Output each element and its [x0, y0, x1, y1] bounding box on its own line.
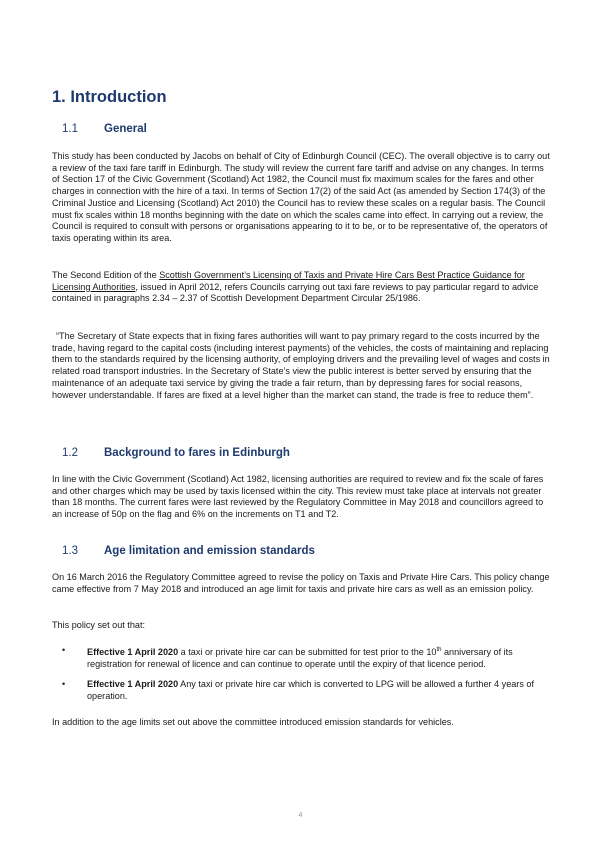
paragraph-guidance — [52, 270, 552, 305]
section-heading-background — [52, 447, 290, 459]
bullet-icon: • — [62, 645, 66, 655]
section-heading-age-limitation — [52, 545, 315, 557]
paragraph-quote: “The Secretary of State expects that in fixing fares authorities will want to pay primary regard to the costs incurred by the trade, having regard to the capital costs (including interest payments) of the vehicles, the costs of maintaining and replacing them to the standards required by the licensing authority, of employing drivers and the prevailing level of wages and costs in related road transport industries. In the Secretary of State’s view the public interest is better served by ensuring that the maintenance of an adequate taxi service by giving the trade a fair return, than by depressing fares for social reasons, however understandable. If fares are fixed at a level higher than the market can stand, the trade is free to reduce them”. — [52, 331, 550, 400]
section-heading-general — [52, 123, 147, 135]
section-title: Background to fares in Edinburgh — [104, 447, 290, 459]
paragraph-emission-standards: In addition to the age limits set out above the committee introduced emission standards for vehicles. — [52, 717, 454, 727]
paragraph-policy-intro: This policy set out that: — [52, 620, 146, 630]
section-number: 1.2 — [62, 447, 78, 459]
section-number: 1.1 — [62, 123, 78, 135]
bullet-icon: • — [62, 679, 66, 690]
paragraph-policy-change: On 16 March 2016 the Regulatory Committee agreed to revise the policy on Taxis and Private Hire Cars. This policy change came effective from 7 May 2018 and introduced an age limit for taxis and private hire cars as well as an emission policy. — [52, 572, 550, 594]
guidance-reference: Scottish Government’s Licensing of Taxis and Private Hire Cars Best Practice Guidance for Licensing Authorities — [52, 270, 525, 292]
list-item: • Effective 1 April 2020 Any taxi or private hire car which is converted to LPG will be allowed a further 4 years of operation. — [62, 679, 534, 702]
section-title: Age limitation and emission standards — [104, 545, 315, 557]
paragraph-background: In line with the Civic Government (Scotland) Act 1982, licensing authorities are required to review and fix the scale of fares and other charges which may be used by taxis licensed within the city. This review must take place at intervals not greater than 18 months. The current fares were last reviewed by the Regulatory Committee in May 2018 and councillors agreed to an increase of 50p on the flag and 6% on the increments on T1 and T2. — [52, 474, 544, 520]
paragraph-guidance-pre: The Second Edition of the — [52, 270, 160, 280]
list-item: • Effective 1 April 2020 a taxi or private hire car can be submitted for test prior to the 10th anniversary of its registration for renewal of licence and can continue to operate until the expiry of that licence period. — [62, 645, 513, 669]
page-heading: 1. Introduction — [52, 88, 167, 106]
section-number: 1.3 — [62, 545, 78, 557]
policy-bullet-list — [52, 645, 552, 712]
bullet-bold-label: Effective 1 April 2020 — [87, 679, 179, 690]
page-number: 4 — [298, 812, 303, 819]
paragraph-study-overview: This study has been conducted by Jacobs on behalf of City of Edinburgh Council (CEC). The overall objective is to carry out a review of the taxi fare tariff in Edinburgh. The study will review the current fare tariff and advise on any changes. In terms of Section 17 of the Civic Government (Scotland) Act 1982, the Council must fix maximum scales for the fares and other charges in connection with the hire of a taxi. In terms of Section 17(2) of the said Act (as amended by Section 174(3) of the Criminal Justice and Licensing (Scotland) Act 2010) the Council has to review these scales on a regular basis. The Council must fix scales within 18 months beginning with the date on which the scales came into effect. In carrying out a review, the Council is required to consult with persons or organisations appearing to it to be, or to be representative of, the operators of taxis operating within its area. — [52, 151, 550, 243]
section-title: General — [104, 123, 147, 135]
bullet-bold-label: Effective 1 April 2020 — [87, 647, 179, 658]
paragraph-guidance-post: , issued in April 2012, refers Councils carrying out taxi fare reviews to pay particular regard to advice contained in paragraphs 2.34 – 2.37 of Scottish Development Department Circular 25/1986. — [52, 281, 539, 304]
